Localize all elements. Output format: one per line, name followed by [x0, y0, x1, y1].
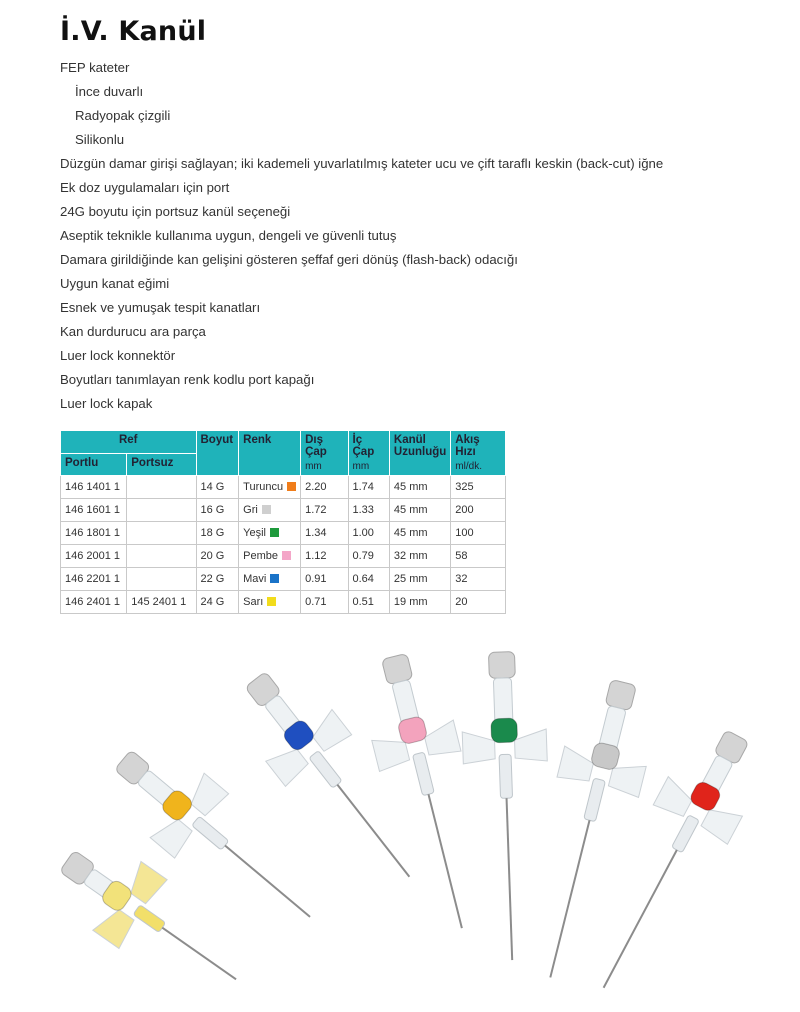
cell-uzunluk [389, 499, 450, 522]
cell-text: 32 [455, 573, 468, 585]
cell-text: 19 mm [393, 596, 428, 608]
feature-item: Esnek ve yumuşak tespit kanatları [60, 300, 261, 315]
feature-item: Düzgün damar girişi sağlayan; iki kademeli yuvarlatılmış kateter ucu ve çift taraflı keskin (back-cut) iğne [60, 156, 664, 171]
catheter-hub [412, 752, 434, 796]
wing-left [462, 731, 495, 764]
header-portlu: Portlu [61, 453, 127, 476]
table-row [61, 591, 506, 614]
cell-uzunluk [389, 591, 450, 614]
cannula-photo [40, 650, 760, 1000]
cell-portlu [61, 499, 127, 522]
catheter-hub [192, 816, 229, 850]
cell-uzunluk [389, 568, 450, 591]
header-ref: Ref [61, 431, 197, 454]
cell-portsuz [127, 499, 196, 522]
cell-akis [451, 545, 506, 568]
cell-text: Sarı [243, 596, 264, 608]
color-swatch [282, 551, 291, 560]
color-swatch [262, 505, 271, 514]
catheter-hub [133, 905, 166, 933]
wing-right [514, 729, 547, 762]
cell-akis [451, 522, 506, 545]
cell-text: Pembe [243, 550, 278, 562]
table-row [61, 568, 506, 591]
cell-portlu [61, 568, 127, 591]
cell-text: 0.79 [352, 550, 374, 562]
feature-list [60, 56, 780, 416]
feature-item: Luer lock kapak [60, 396, 153, 411]
cell-text: 145 2401 1 [131, 596, 187, 608]
cell-dis [301, 591, 348, 614]
cell-akis [451, 568, 506, 591]
cell-ic [348, 545, 389, 568]
feature-item: Boyutları tanımlayan renk kodlu port kapağı [60, 372, 315, 387]
wing-left [150, 813, 195, 858]
cell-text: 45 mm [393, 504, 428, 516]
cell-text: 1.34 [305, 527, 327, 539]
cell-portsuz [127, 476, 196, 499]
cell-text: 146 2201 1 [65, 573, 121, 585]
color-port [491, 718, 518, 743]
cell-portlu [61, 522, 127, 545]
cell-akis [451, 499, 506, 522]
cell-portsuz [127, 568, 196, 591]
cell-text: 1.33 [352, 504, 374, 516]
cell-boyut [196, 568, 239, 591]
cell-text: 146 1401 1 [65, 481, 121, 493]
header-ic-cap [348, 431, 389, 476]
header-ic-cap-unit: mm [352, 461, 370, 472]
cannula [510, 672, 665, 987]
cell-text: 0.51 [352, 596, 374, 608]
cell-text: Yeşil [243, 527, 266, 539]
feature-item: Aseptik teknikle kullanıma uygun, dengeli ve güvenli tutuş [60, 228, 397, 243]
cell-ic [348, 591, 389, 614]
cell-boyut [196, 499, 239, 522]
cell-text: 25 mm [393, 573, 428, 585]
feature-item: Damara girildiğinde kan gelişini gösteren şeffaf geri dönüş (flash-back) odacığı [60, 252, 518, 267]
color-swatch [270, 528, 279, 537]
feature-item: Luer lock konnektör [60, 348, 176, 363]
cell-boyut [196, 591, 239, 614]
feature-item: 24G boyutu için portsuz kanül seçeneği [60, 204, 291, 219]
needle [337, 785, 409, 877]
feature-item: Kan durdurucu ara parça [60, 324, 206, 339]
cell-boyut [196, 522, 239, 545]
cell-text: 1.74 [352, 481, 374, 493]
cell-ic [348, 476, 389, 499]
cell-text: Mavi [243, 573, 267, 585]
cannula [459, 651, 554, 962]
cell-renk [239, 476, 301, 499]
header-kanul-uzunlugu: Kanül Uzunluğu [389, 431, 450, 476]
needle [162, 928, 236, 980]
table-row [61, 545, 506, 568]
spec-table [60, 430, 506, 614]
cell-portlu [61, 545, 127, 568]
header-akis-hizi [451, 431, 506, 476]
header-akis-hizi-label: Akış Hızı [455, 434, 480, 458]
feature-item: Uygun kanat eğimi [60, 276, 170, 291]
cell-text: 32 mm [393, 550, 428, 562]
catheter-hub [309, 751, 342, 789]
wing-left [653, 777, 696, 820]
catheter-hub [499, 754, 513, 798]
needle [428, 794, 461, 928]
needle [604, 850, 677, 988]
cell-text: 325 [455, 481, 474, 493]
cell-dis [301, 499, 348, 522]
cell-text: 2.20 [305, 481, 327, 493]
cell-portlu [61, 476, 127, 499]
cell-text: 0.91 [305, 573, 327, 585]
cell-text: 146 1801 1 [65, 527, 121, 539]
cell-dis [301, 545, 348, 568]
cell-ic [348, 568, 389, 591]
header-renk: Renk [239, 431, 301, 476]
cell-uzunluk [389, 476, 450, 499]
header-akis-hizi-unit: ml/dk. [455, 461, 482, 472]
cell-akis [451, 591, 506, 614]
cell-text: 146 2001 1 [65, 550, 121, 562]
cannula [43, 826, 260, 1000]
wing-left [266, 741, 311, 786]
cell-portsuz [127, 545, 196, 568]
spec-table-body [61, 476, 506, 614]
needle [507, 798, 513, 960]
header-dis-cap [301, 431, 348, 476]
wing-left [93, 904, 138, 949]
needle [225, 846, 310, 917]
wing-right [184, 773, 229, 818]
cell-text: 22 G [200, 573, 225, 585]
cell-text: Gri [243, 504, 258, 516]
cell-text: 20 G [200, 550, 225, 562]
cell-text: 45 mm [393, 527, 428, 539]
cell-dis [301, 522, 348, 545]
cell-text: 200 [455, 504, 474, 516]
header-boyut: Boyut [196, 431, 239, 476]
feature-item: İnce duvarlı [75, 84, 144, 99]
cell-boyut [196, 545, 239, 568]
table-row [61, 522, 506, 545]
wing-right [307, 709, 352, 754]
color-swatch [267, 597, 276, 606]
cell-text: Turuncu [243, 481, 284, 493]
header-portsuz: Portsuz [127, 453, 196, 476]
cell-dis [301, 568, 348, 591]
cell-ic [348, 499, 389, 522]
catheter-hub [672, 815, 700, 853]
cell-text: 14 G [200, 481, 225, 493]
needle [550, 820, 589, 977]
catheter-hub [584, 778, 606, 822]
cell-text: 1.72 [305, 504, 327, 516]
header-dis-cap-unit: mm [305, 461, 322, 472]
cell-portlu [61, 591, 127, 614]
cell-boyut [196, 476, 239, 499]
cell-renk [239, 545, 301, 568]
cell-akis [451, 476, 506, 499]
cell-text: 146 1601 1 [65, 504, 121, 516]
cell-renk [239, 591, 301, 614]
header-ic-cap-label: İç Çap [352, 434, 375, 458]
cell-text: 18 G [200, 527, 225, 539]
cell-text: 100 [455, 527, 474, 539]
cell-text: 1.12 [305, 550, 327, 562]
cell-uzunluk [389, 522, 450, 545]
cell-text: 1.00 [352, 527, 374, 539]
cell-text: 24 G [200, 596, 225, 608]
cell-ic [348, 522, 389, 545]
wing-left [557, 746, 596, 785]
cell-renk [239, 568, 301, 591]
cell-text: 16 G [200, 504, 225, 516]
feature-item: Radyopak çizgili [75, 108, 171, 123]
cell-text: 0.64 [352, 573, 374, 585]
color-swatch [287, 482, 296, 491]
header-dis-cap-label: Dış Çap [305, 434, 327, 458]
cell-text: 146 2401 1 [65, 596, 121, 608]
luer-cap [382, 653, 414, 685]
cell-text: 20 [455, 596, 468, 608]
cell-text: 0.71 [305, 596, 327, 608]
cell-uzunluk [389, 545, 450, 568]
cell-text: 58 [455, 550, 468, 562]
cell-text: 45 mm [393, 481, 428, 493]
luer-cap [488, 652, 515, 679]
cell-portsuz [127, 591, 196, 614]
cell-portsuz [127, 522, 196, 545]
feature-item: Silikonlu [75, 132, 125, 147]
wing-right [422, 720, 461, 759]
color-swatch [270, 574, 279, 583]
table-row [61, 476, 506, 499]
cell-dis [301, 476, 348, 499]
cell-renk [239, 522, 301, 545]
table-row [61, 499, 506, 522]
cannula [353, 650, 502, 938]
luer-cap [605, 679, 637, 711]
feature-item: FEP kateter [60, 60, 130, 75]
feature-item: Ek doz uygulamaları için port [60, 180, 230, 195]
page-title: İ.V. Kanül [60, 16, 207, 47]
cell-renk [239, 499, 301, 522]
